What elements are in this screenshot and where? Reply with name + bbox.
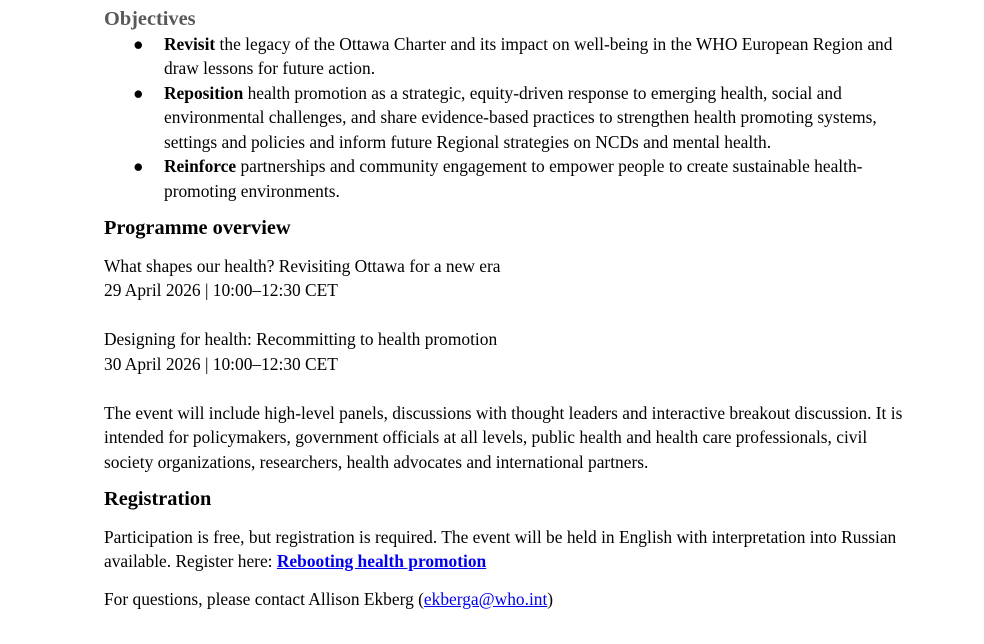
bullet-icon: ●	[133, 33, 144, 54]
bullet-icon: ●	[133, 82, 144, 103]
objective-text: health promotion as a strategic, equity-driven response to emerging health, social and environmental challenges, and share evidence-based practices to strengthen health promoting systems, settings and policies and inform future Regional strategies on NCDs and mental health.	[164, 82, 877, 152]
session-block	[104, 254, 904, 303]
objective-item	[104, 154, 904, 203]
session-title: What shapes our health? Revisiting Ottawa for a new era	[104, 255, 501, 276]
registration-body: Participation is free, but registration is required. The event will be held in English with interpretation into Russian available. Register here:	[104, 526, 897, 571]
session-datetime: 30 April 2026 | 10:00–12:30 CET	[104, 353, 338, 374]
objective-lead: Revisit	[164, 33, 216, 54]
objectives-heading: Objectives	[104, 8, 196, 30]
objective-lead: Reposition	[164, 82, 244, 103]
programme-heading: Programme overview	[104, 217, 291, 239]
objective-lead: Reinforce	[164, 156, 237, 176]
objective-item	[104, 81, 904, 155]
registration-text	[104, 525, 904, 574]
objective-text: the legacy of the Ottawa Charter and its impact on well-being in the WHO European Region and draw lessons for future action.	[164, 33, 893, 78]
programme-description: The event will include high-level panels, discussions with thought leaders and interactive breakout discussion. It is intended for policymakers, government officials at all levels, public health and health care professionals, civil society organizations, researchers, health advocates and international partners.	[104, 402, 903, 472]
register-link[interactable]: Rebooting health promotion	[276, 551, 487, 571]
bullet-icon: ●	[133, 156, 144, 176]
session-title: Designing for health: Recommitting to health promotion	[104, 329, 498, 349]
session-datetime: 29 April 2026 | 10:00–12:30 CET	[104, 280, 338, 300]
objective-item	[104, 32, 904, 81]
registration-heading: Registration	[104, 488, 212, 510]
contact-prefix: For questions, please contact Allison Ekberg (	[104, 588, 424, 609]
objective-text: partnerships and community engagement to empower people to create sustainable health-promoting environments.	[164, 156, 863, 201]
session-block	[104, 327, 904, 376]
contact-line	[104, 587, 904, 612]
contact-suffix: )	[547, 588, 554, 609]
contact-email-link[interactable]: ekberga@who.int	[423, 588, 548, 609]
objectives-list	[104, 32, 904, 204]
document-page	[104, 7, 904, 611]
